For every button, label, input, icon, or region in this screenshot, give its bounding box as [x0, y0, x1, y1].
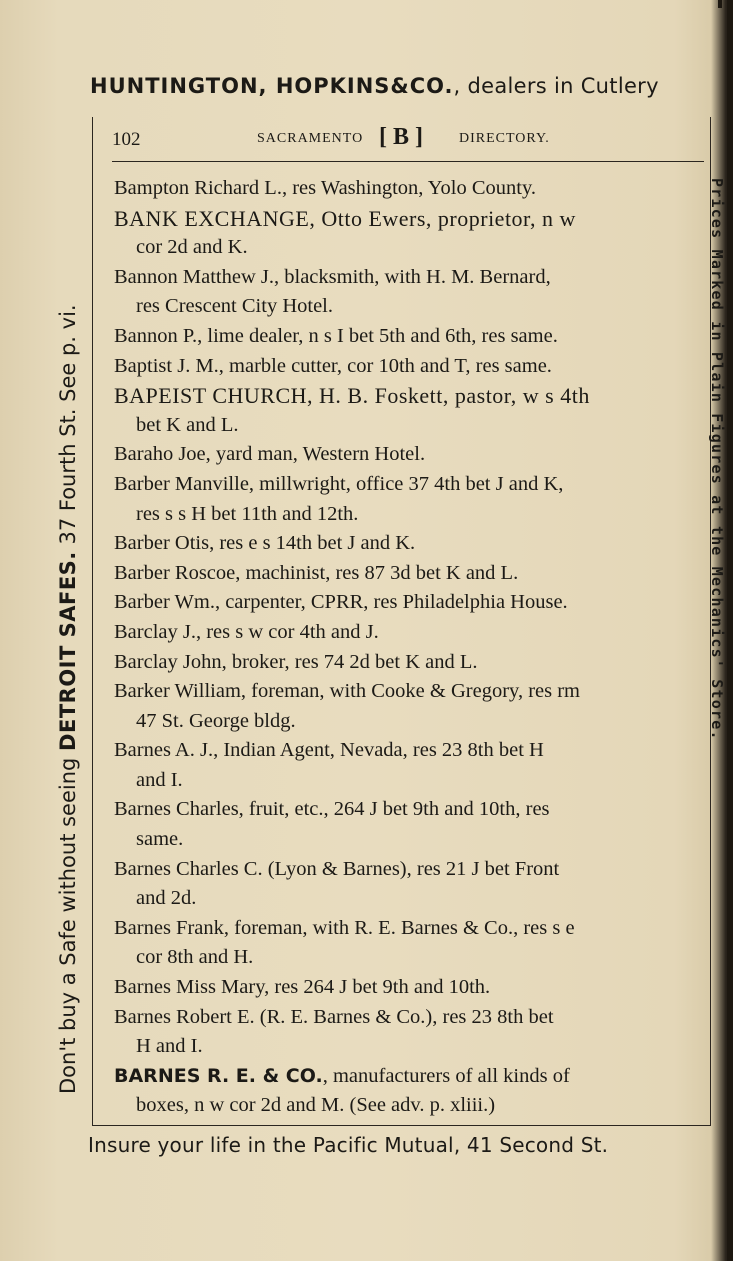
list-item [114, 174, 703, 204]
left-ad-part3: 37 Fourth St. See p. vi. [56, 304, 80, 552]
list-item [114, 559, 703, 589]
running-head-city: SACRAMENTO [257, 131, 364, 146]
bracket-open: [ [379, 124, 387, 150]
entry-continuation: boxes, n w cor 2d and M. (See adv. p. xliii.) [136, 1094, 496, 1117]
entry-line: Baraho Joe, yard man, Western Hotel. [114, 443, 426, 466]
list-item [114, 440, 703, 470]
entry-line: Barnes Charles C. (Lyon & Barnes), res 21 J bet Front [114, 857, 560, 880]
entry-line: Barker William, foreman, with Cooke & Gregory, res rm [114, 680, 580, 703]
list-item [114, 1062, 703, 1121]
top-advertisement [90, 74, 715, 98]
entry-line: BAPEIST CHURCH, H. B. Foskett, pastor, w s 4th [114, 383, 590, 409]
page-edge-shadow [727, 0, 733, 1261]
left-ad-part1: Don't buy a Safe without seeing [56, 750, 80, 1094]
entry-line: Barber Wm., carpenter, CPRR, res Philadelphia House. [114, 591, 568, 614]
entry-line: Barnes A. J., Indian Agent, Nevada, res 23 8th bet H [114, 739, 544, 762]
top-ad-firm: HUNTINGTON, HOPKINS&CO. [90, 74, 454, 98]
list-item [114, 263, 703, 322]
left-margin-advertisement [56, 134, 80, 1094]
list-item [114, 855, 703, 914]
list-item [114, 914, 703, 973]
entry-continuation: res Crescent City Hotel. [136, 295, 333, 318]
entry-continuation: bet K and L. [136, 413, 239, 436]
entry-line: Barnes Frank, foreman, with R. E. Barnes & Co., res s e [114, 916, 575, 939]
entry-line: Bampton Richard L., res Washington, Yolo County. [114, 177, 537, 199]
entry-line-rest: , manufacturers of all kinds of [322, 1064, 570, 1087]
page-number: 102 [112, 129, 141, 150]
list-item [114, 352, 703, 382]
list-item [114, 470, 703, 529]
entry-line: Bannon Matthew J., blacksmith, with H. M. Bernard, [114, 265, 551, 288]
entry-continuation: 47 St. George bldg. [136, 709, 296, 732]
running-head-directory: DIRECTORY. [459, 131, 550, 146]
entry-continuation: cor 8th and H. [136, 946, 254, 969]
header-rule [112, 161, 704, 162]
list-item [114, 736, 703, 795]
entry-line: Barclay J., res s w cor 4th and J. [114, 620, 379, 643]
corner-mark [718, 0, 722, 8]
list-item [114, 648, 703, 678]
entry-line: Barnes Robert E. (R. E. Barnes & Co.), res 23 8th bet [114, 1005, 554, 1028]
list-item [114, 795, 703, 854]
entry-line: Barnes Charles, fruit, etc., 264 J bet 9th and 10th, res [114, 798, 550, 821]
entry-continuation: and I. [136, 768, 183, 791]
directory-entries [114, 174, 703, 1121]
list-item [114, 973, 703, 1003]
section-letter: B [393, 124, 410, 150]
running-head [112, 126, 702, 156]
entry-line: Barber Manville, millwright, office 37 4th bet J and K, [114, 472, 564, 495]
entry-bold-name: BARNES R. E. & CO. [114, 1064, 323, 1087]
list-item [114, 204, 703, 263]
running-head-letter [379, 124, 423, 151]
list-item [114, 618, 703, 648]
right-margin-advertisement: Prices Marked in Plain Figures at the Mechanics' Store. [708, 178, 726, 741]
entry-line: Bannon P., lime dealer, n s I bet 5th and 6th, res same. [114, 324, 558, 347]
entry-continuation: and 2d. [136, 887, 197, 910]
bottom-advertisement: Insure your life in the Pacific Mutual, 41 Second St. [88, 1133, 609, 1157]
entry-line: Barnes Miss Mary, res 264 J bet 9th and 10th. [114, 976, 491, 999]
entry-continuation: cor 2d and K. [136, 236, 248, 259]
bracket-close: ] [415, 124, 424, 150]
entry-line: Barber Otis, res e s 14th bet J and K. [114, 532, 416, 555]
entry-line [114, 1062, 703, 1092]
list-item [114, 1003, 703, 1062]
list-item [114, 588, 703, 618]
list-item [114, 529, 703, 559]
top-ad-rest: , dealers in Cutlery [453, 74, 659, 98]
entry-line: Barclay John, broker, res 74 2d bet K and L. [114, 650, 478, 673]
entry-line: Baptist J. M., marble cutter, cor 10th and T, res same. [114, 354, 552, 377]
list-item [114, 381, 703, 440]
entry-continuation: H and I. [136, 1035, 203, 1058]
entry-line: Barber Roscoe, machinist, res 87 3d bet K and L. [114, 561, 519, 584]
list-item [114, 677, 703, 736]
entry-continuation: res s s H bet 11th and 12th. [136, 502, 359, 525]
left-ad-part2: DETROIT SAFES. [56, 551, 80, 751]
list-item [114, 322, 703, 352]
entry-continuation: same. [136, 828, 184, 851]
entry-line: BANK EXCHANGE, Otto Ewers, proprietor, n w [114, 205, 576, 231]
